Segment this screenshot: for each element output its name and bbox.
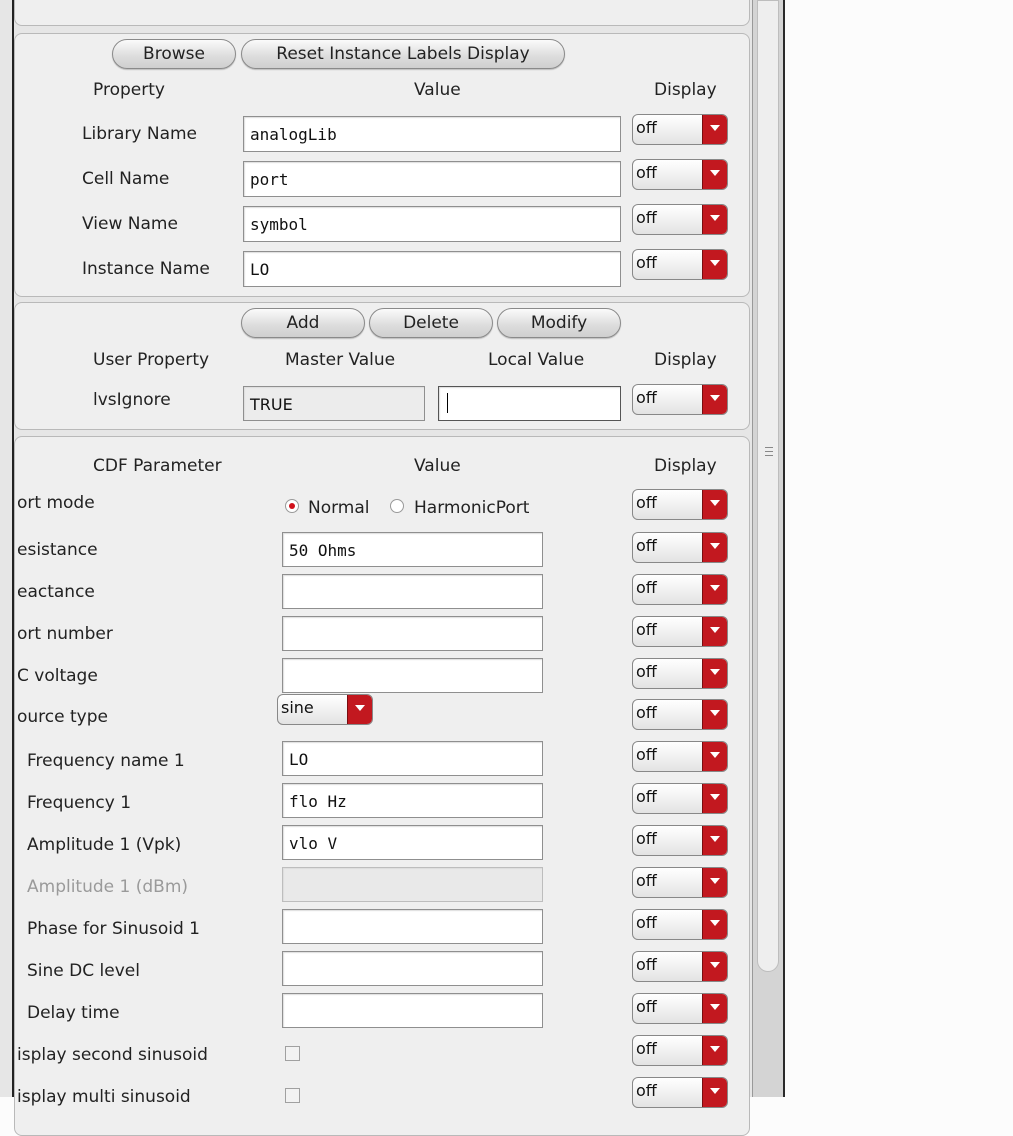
radio-normal[interactable] bbox=[285, 499, 299, 513]
chevron-down-icon bbox=[702, 205, 727, 234]
vertical-scrollbar[interactable] bbox=[752, 0, 785, 1097]
sine-value-field[interactable]: vlo V bbox=[282, 825, 543, 860]
display-select-value: off bbox=[636, 253, 657, 272]
display-select-value: off bbox=[636, 536, 657, 555]
cdf-parameter-label: ort number bbox=[17, 624, 113, 644]
display-select-value: off bbox=[636, 620, 657, 639]
reset-instance-labels-button[interactable]: Reset Instance Labels Display bbox=[241, 39, 565, 69]
modify-button[interactable]: Modify bbox=[497, 308, 621, 338]
source-type-select[interactable] bbox=[277, 694, 373, 725]
local-value-field[interactable] bbox=[438, 386, 621, 421]
chevron-down-icon bbox=[702, 490, 727, 519]
property-header: Property bbox=[93, 80, 165, 100]
sine-parameter-label: Amplitude 1 (dBm) bbox=[27, 877, 189, 897]
sine-parameter-label: Delay time bbox=[27, 1003, 120, 1023]
cdf-parameter-label: esistance bbox=[17, 540, 98, 560]
scrollbar-thumb[interactable] bbox=[757, 0, 779, 972]
display-select-value: off bbox=[636, 829, 657, 848]
chevron-down-icon bbox=[702, 700, 727, 729]
sine-parameter-label: Frequency name 1 bbox=[27, 751, 185, 771]
display-select[interactable] bbox=[632, 384, 728, 415]
chevron-down-icon bbox=[702, 1036, 727, 1065]
property-name-label: Cell Name bbox=[82, 169, 170, 189]
value-header: Value bbox=[414, 80, 461, 100]
cdf-parameter-label: eactance bbox=[17, 582, 95, 602]
display-select-value: off bbox=[636, 955, 657, 974]
display-select[interactable] bbox=[632, 1035, 728, 1066]
sine-parameter-label: Phase for Sinusoid 1 bbox=[27, 919, 200, 939]
value-header: Value bbox=[414, 456, 461, 476]
scrollbar-grip bbox=[765, 455, 773, 456]
display-select-value: off bbox=[636, 163, 657, 182]
property-name-label: Instance Name bbox=[82, 259, 210, 279]
user-property-name: lvsIgnore bbox=[93, 390, 171, 410]
display-header: Display bbox=[654, 456, 717, 476]
sine-value-field[interactable] bbox=[282, 951, 543, 986]
chevron-down-icon bbox=[702, 994, 727, 1023]
top-panel bbox=[14, 0, 750, 26]
property-name-label: View Name bbox=[82, 214, 178, 234]
local-value-header: Local Value bbox=[488, 350, 585, 370]
port-mode-label: ort mode bbox=[17, 493, 95, 513]
chevron-down-icon bbox=[702, 868, 727, 897]
display-select[interactable] bbox=[632, 114, 728, 145]
sine-value-field[interactable] bbox=[282, 909, 543, 944]
chevron-down-icon bbox=[702, 617, 727, 646]
chevron-down-icon bbox=[702, 659, 727, 688]
display-select-value: off bbox=[636, 745, 657, 764]
display-select[interactable] bbox=[632, 783, 728, 814]
property-value-field[interactable]: analogLib bbox=[243, 116, 621, 152]
sine-value-field[interactable] bbox=[282, 993, 543, 1028]
chevron-down-icon bbox=[702, 575, 727, 604]
radio-normal-label: Normal bbox=[308, 498, 370, 518]
cdf-value-field[interactable] bbox=[282, 616, 543, 651]
instance-labels-panel bbox=[14, 33, 750, 297]
chevron-down-icon bbox=[702, 160, 727, 189]
cdf-value-field[interactable] bbox=[282, 658, 543, 693]
sine-parameter-label: Amplitude 1 (Vpk) bbox=[27, 835, 182, 855]
display-select[interactable] bbox=[632, 574, 728, 605]
property-name-label: Library Name bbox=[82, 124, 197, 144]
cdf-parameter-panel bbox=[14, 436, 750, 1136]
display-select[interactable] bbox=[632, 532, 728, 563]
display-select-value: off bbox=[636, 493, 657, 512]
sine-parameter-label: Frequency 1 bbox=[27, 793, 132, 813]
source-type-value: sine bbox=[281, 698, 314, 717]
chevron-down-icon bbox=[702, 1078, 727, 1107]
display-select[interactable] bbox=[632, 249, 728, 280]
sine-value-field bbox=[282, 867, 543, 902]
user-property-header: User Property bbox=[93, 350, 210, 370]
browse-button[interactable]: Browse bbox=[112, 39, 236, 69]
display-select[interactable] bbox=[632, 951, 728, 982]
display-select-value: off bbox=[636, 703, 657, 722]
display-select-value: off bbox=[636, 118, 657, 137]
checkbox[interactable] bbox=[285, 1088, 300, 1103]
chevron-down-icon bbox=[702, 385, 727, 414]
display-select-value: off bbox=[636, 1039, 657, 1058]
display-select[interactable] bbox=[632, 909, 728, 940]
display-select-value: off bbox=[636, 208, 657, 227]
display-header: Display bbox=[654, 350, 717, 370]
chevron-down-icon bbox=[702, 115, 727, 144]
display-select[interactable] bbox=[632, 699, 728, 730]
display-select[interactable] bbox=[632, 825, 728, 856]
chevron-down-icon bbox=[702, 952, 727, 981]
display-select[interactable] bbox=[632, 616, 728, 647]
master-value-field: TRUE bbox=[243, 386, 425, 421]
radio-harmonicport-label: HarmonicPort bbox=[414, 498, 530, 518]
source-type-label: ource type bbox=[17, 707, 108, 727]
display-select[interactable] bbox=[632, 204, 728, 235]
display-header: Display bbox=[654, 80, 717, 100]
text-cursor bbox=[447, 393, 448, 413]
display-select[interactable] bbox=[632, 741, 728, 772]
chevron-down-icon bbox=[702, 910, 727, 939]
property-value-field[interactable]: symbol bbox=[243, 206, 621, 242]
cdf-value-field[interactable]: 50 Ohms bbox=[282, 532, 543, 567]
sine-value-field[interactable]: flo Hz bbox=[282, 783, 543, 818]
cdf-parameter-label: C voltage bbox=[17, 666, 98, 686]
scrollbar-grip bbox=[765, 447, 773, 448]
chevron-down-icon bbox=[702, 826, 727, 855]
cdf-value-field[interactable] bbox=[282, 574, 543, 609]
display-select[interactable] bbox=[632, 159, 728, 190]
display-select-value: off bbox=[636, 388, 657, 407]
display-select[interactable] bbox=[632, 867, 728, 898]
sine-value-field[interactable]: LO bbox=[282, 741, 543, 776]
chevron-down-icon bbox=[702, 784, 727, 813]
chevron-down-icon bbox=[702, 250, 727, 279]
display-select-value: off bbox=[636, 578, 657, 597]
display-select[interactable] bbox=[632, 489, 728, 520]
master-value-header: Master Value bbox=[285, 350, 396, 370]
display-select[interactable] bbox=[632, 658, 728, 689]
display-select-value: off bbox=[636, 662, 657, 681]
display-select-value: off bbox=[636, 787, 657, 806]
display-select[interactable] bbox=[632, 1077, 728, 1108]
property-value-field[interactable]: LO bbox=[243, 251, 621, 287]
delete-button[interactable]: Delete bbox=[369, 308, 493, 338]
checkbox[interactable] bbox=[285, 1046, 300, 1061]
display-select-value: off bbox=[636, 997, 657, 1016]
chevron-down-icon bbox=[347, 695, 372, 724]
property-value-field[interactable]: port bbox=[243, 161, 621, 197]
checkbox-label: isplay multi sinusoid bbox=[17, 1087, 191, 1107]
display-select-value: off bbox=[636, 1081, 657, 1100]
display-select-value: off bbox=[636, 871, 657, 890]
chevron-down-icon bbox=[702, 533, 727, 562]
display-select-value: off bbox=[636, 913, 657, 932]
checkbox-label: isplay second sinusoid bbox=[17, 1045, 208, 1065]
chevron-down-icon bbox=[702, 742, 727, 771]
cdf-parameter-header: CDF Parameter bbox=[93, 456, 222, 476]
radio-harmonicport[interactable] bbox=[390, 499, 404, 513]
sine-parameter-label: Sine DC level bbox=[27, 961, 140, 981]
add-button[interactable]: Add bbox=[241, 308, 365, 338]
scrollbar-grip bbox=[765, 451, 773, 452]
user-property-panel bbox=[14, 302, 750, 430]
display-select[interactable] bbox=[632, 993, 728, 1024]
